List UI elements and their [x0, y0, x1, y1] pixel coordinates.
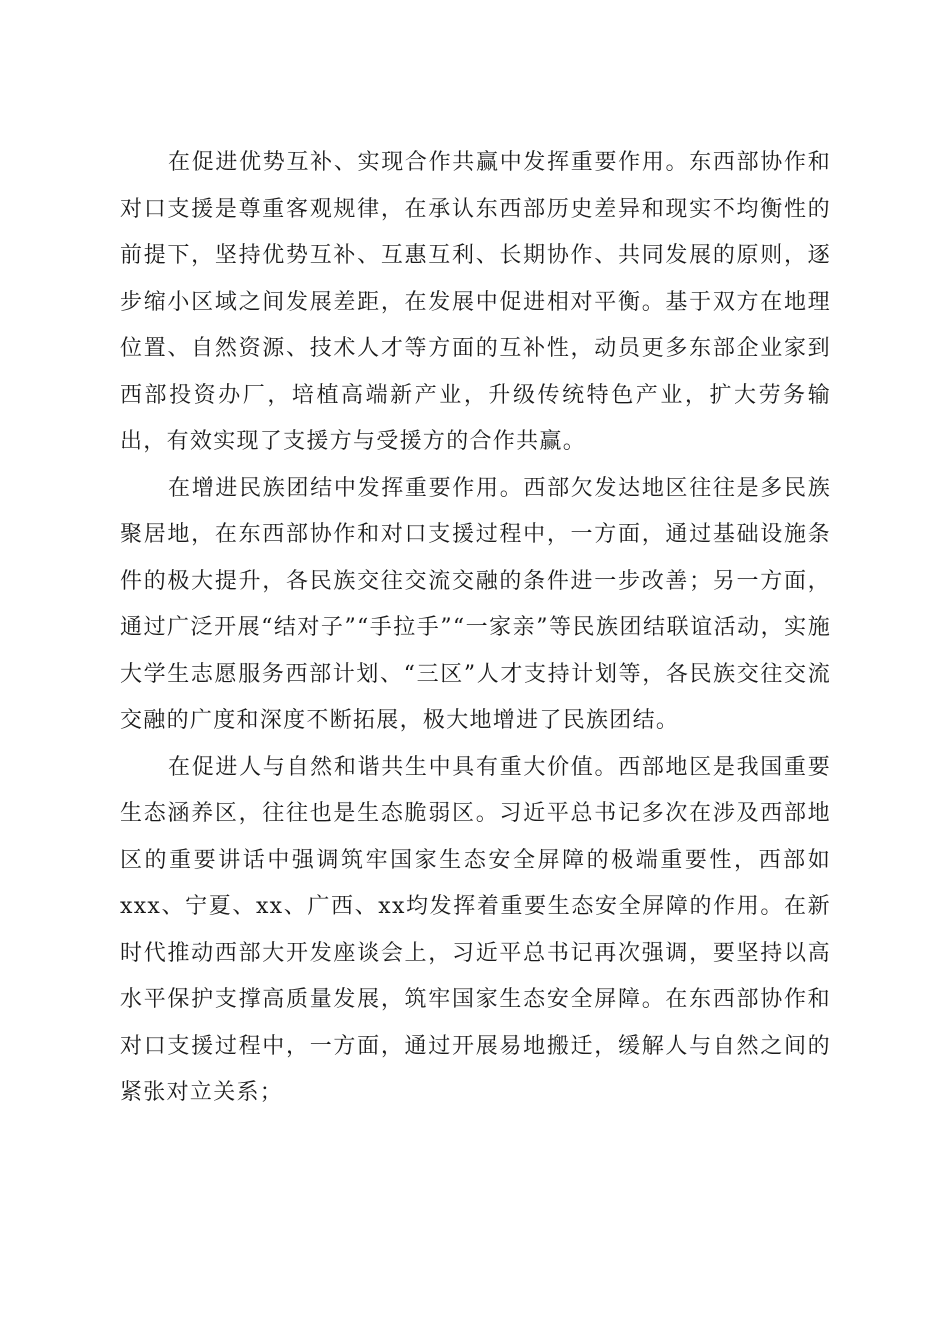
paragraph-2: 在增进民族团结中发挥重要作用。西部欠发达地区往往是多民族聚居地，在东西部协作和对口支援过程中，一方面，通过基础设施条件的极大提升，各民族交往交流交融的条件进一步改善；另一方面，通过广泛开展“结对子”“手拉手”“一家亲”等民族团结联谊活动，实施大学生志愿服务西部计划、“三区”人才支持计划等，各民族交往交流交融的广度和深度不断拓展，极大地增进了民族团结。: [120, 475, 831, 733]
paragraph-1: 在促进优势互补、实现合作共赢中发挥重要作用。东西部协作和对口支援是尊重客观规律，在承认东西部历史差异和现实不均衡性的前提下，坚持优势互补、互惠互利、长期协作、共同发展的原则，逐步缩小区域之间发展差距，在发展中促进相对平衡。基于双方在地理位置、自然资源、技术人才等方面的互补性，动员更多东部企业家到西部投资办厂，培植高端新产业，升级传统特色产业，扩大劳务输出，有效实现了支援方与受援方的合作共赢。: [120, 150, 831, 454]
paragraph-3: 在促进人与自然和谐共生中具有重大价值。西部地区是我国重要生态涵养区，往往也是生态脆弱区。习近平总书记多次在涉及西部地区的重要讲话中强调筑牢国家生态安全屏障的极端重要性，西部如xxx、宁夏、xx、广西、xx均发挥着重要生态安全屏障的作用。在新时代推动西部大开发座谈会上，习近平总书记再次强调，要坚持以高水平保护支撑高质量发展，筑牢国家生态安全屏障。在东西部协作和对口支援过程中，一方面，通过开展易地搬迁，缓解人与自然之间的紧张对立关系；: [120, 754, 831, 1105]
document-body: [120, 140, 831, 1117]
